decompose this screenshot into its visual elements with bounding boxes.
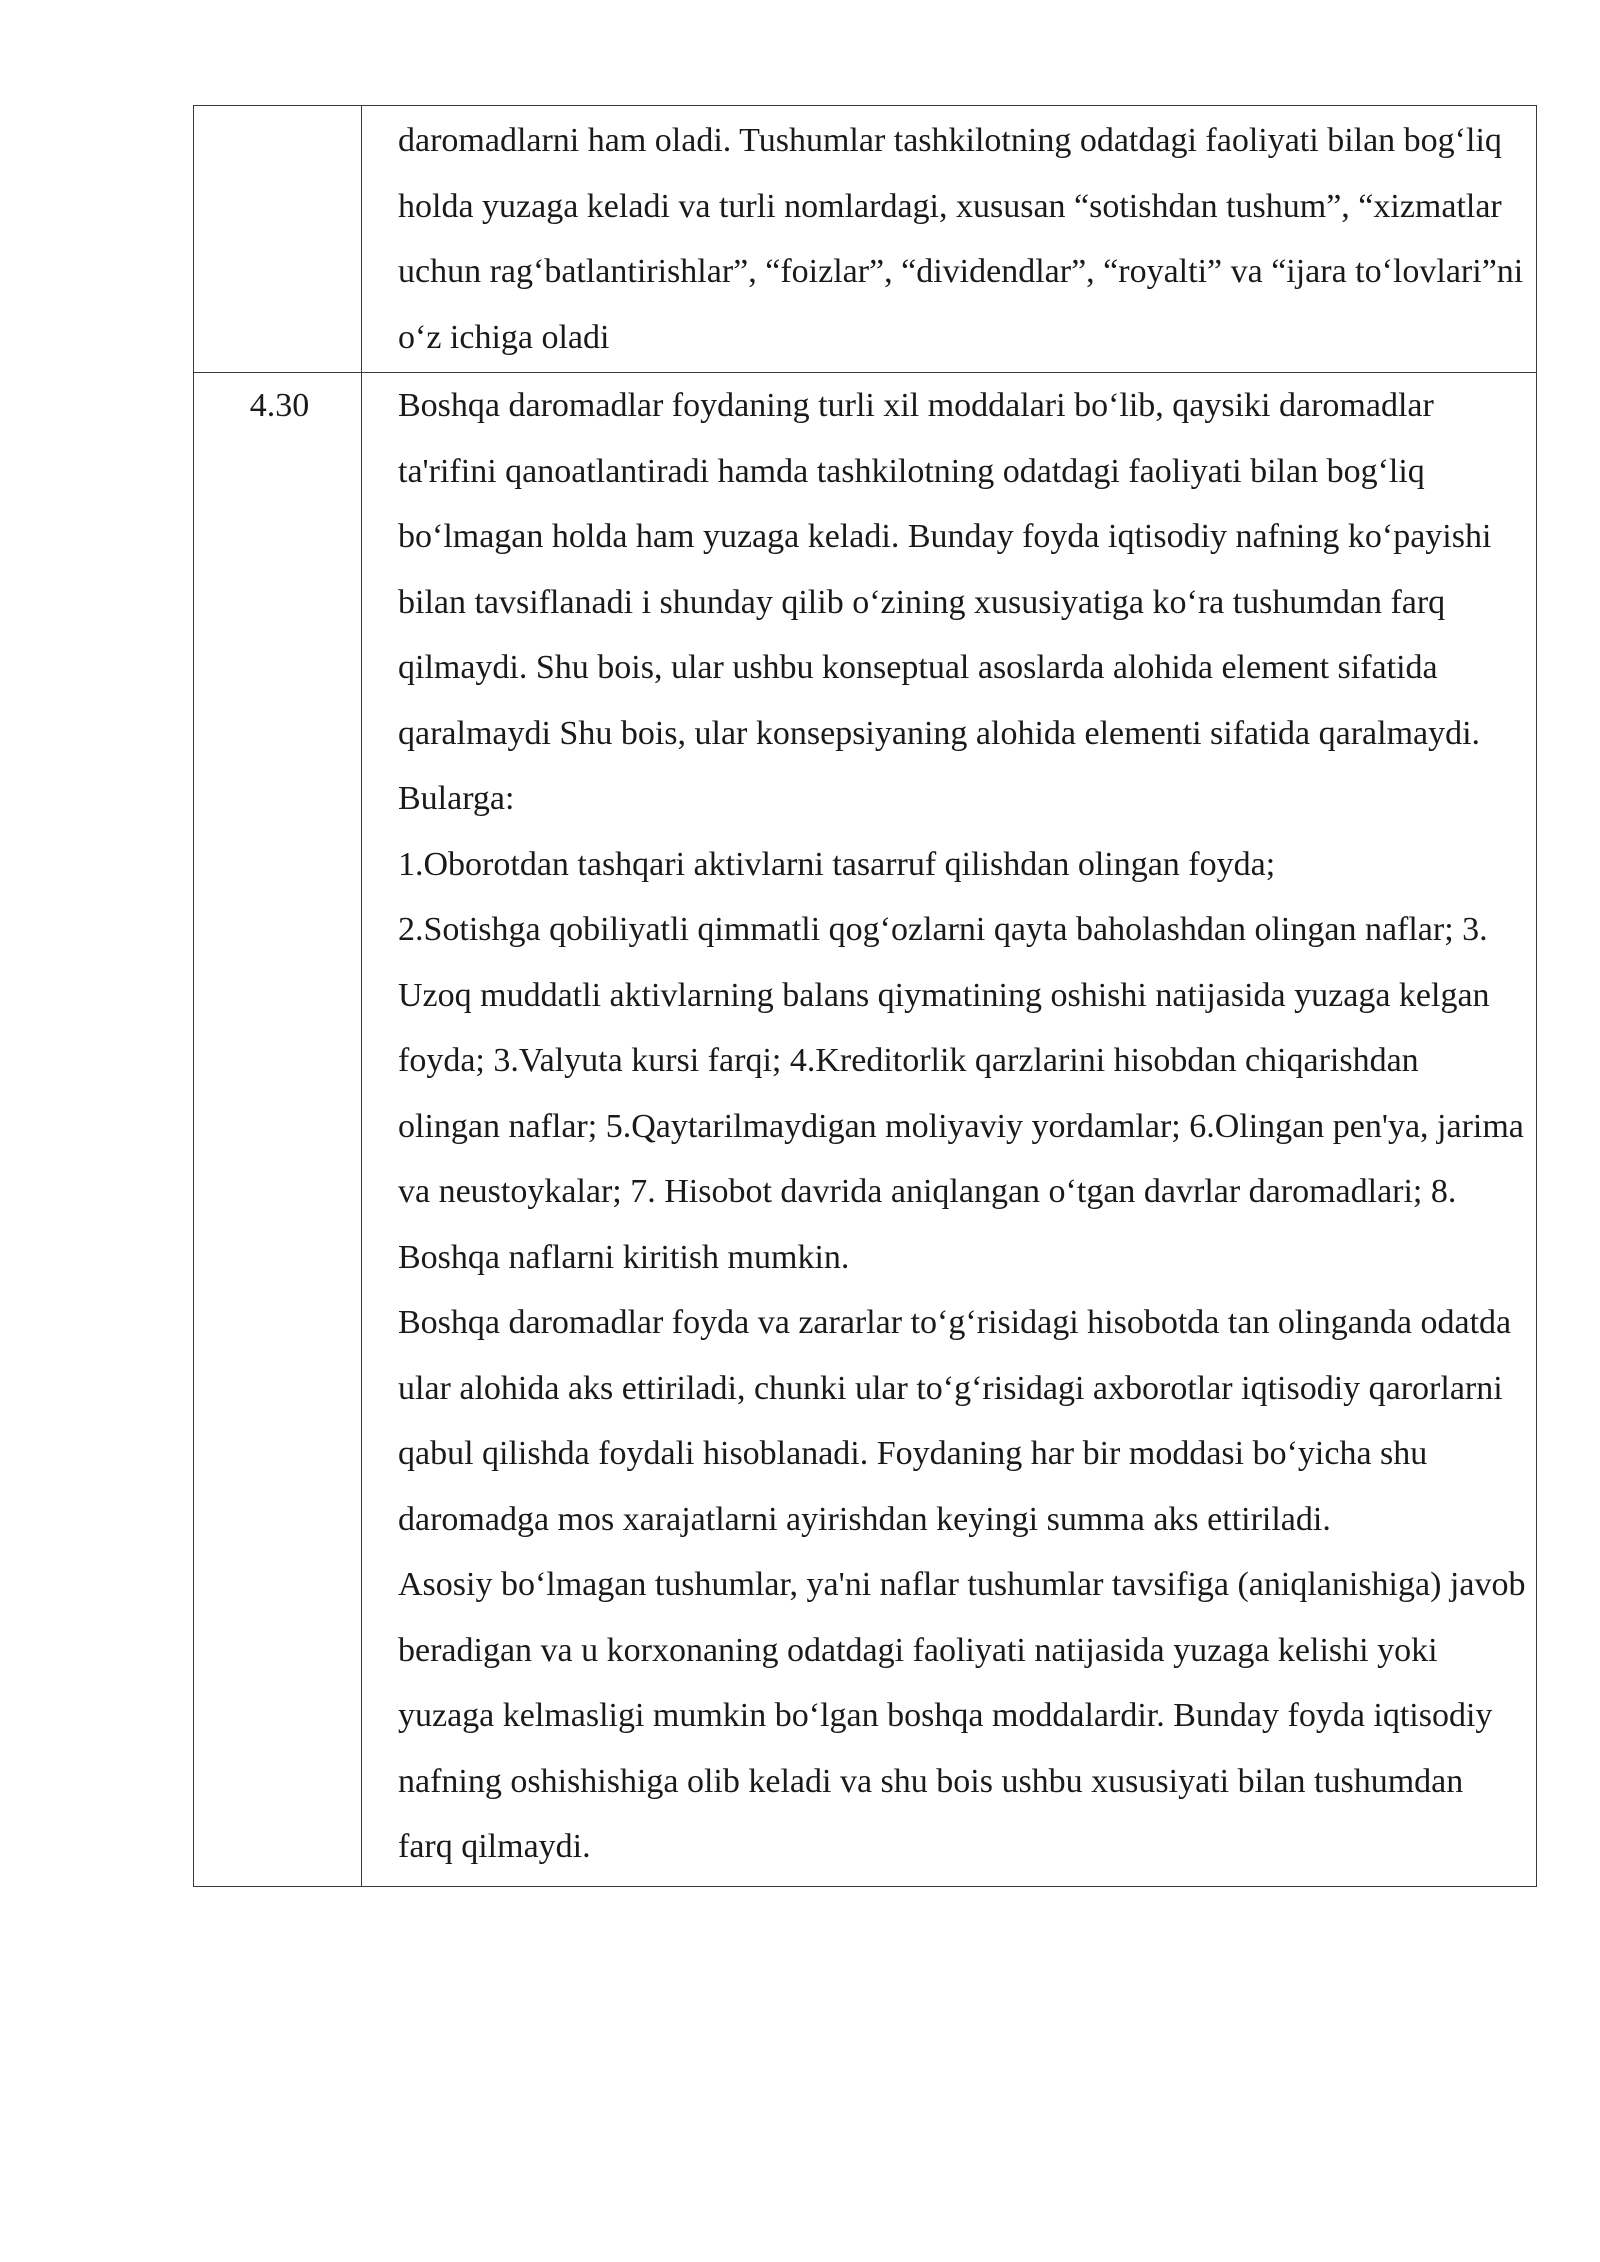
paragraph: 1.Oborotdan tashqari aktivlarni tasarruf qilishdan olingan foyda;: [398, 845, 1276, 883]
paragraph: Boshqa daromadlar foydaning turli xil moddalari bo‘lib, qaysiki daromadlar ta'rifini qanoatlantiradi hamda tashkilotning odatdagi faoliyati bilan bog‘liq bo‘lmagan holda ham yuzaga keladi. Bunday foyda iqtisodiy nafning ko‘payishi bilan tavsiflanadi i shunday qilib o‘zining xususiyatiga ko‘ra tushumdan farq qilmaydi. Shu bois, ular ushbu konseptual asoslarda alohida element sifatida qaralmaydi Shu bois, ular konsepsiyaning alohida elementi sifatida qaralmaydi. Bularga:: [398, 387, 1492, 817]
paragraph: Boshqa daromadlar foyda va zararlar to‘g‘risidagi hisobotda tan olinganda odatda ular alohida aks ettiriladi, chunki ular to‘g‘risidagi axborotlar iqtisodiy qarorlarni qabul qilishda foydali hisoblanadi. Foydaning har bir moddasi bo‘yicha shu daromadga mos xarajatlarni ayirishdan keyingi summa aks ettiriladi.: [398, 1304, 1512, 1538]
row-number-cell: [194, 373, 362, 1887]
table-row: [194, 373, 1537, 1887]
row-text-cell: [362, 106, 1537, 373]
paragraph: daromadlarni ham oladi. Tushumlar tashkilotning odatdagi faoliyati bilan bog‘liq holda yuzaga keladi va turli nomlardagi, xususan “sotishdan tushum”, “xizmatlar uchun rag‘batlantirishlar”, “foizlar”, “dividendlar”, “royalti” va “ijara to‘lovlari”ni o‘z ichiga oladi: [398, 122, 1524, 356]
row-number: 4.30: [249, 387, 310, 424]
table-row: [194, 106, 1537, 373]
row-text-cell: [362, 373, 1537, 1887]
definitions-table: [193, 105, 1537, 1887]
row-number-cell: [194, 106, 362, 373]
paragraph: 2.Sotishga qobiliyatli qimmatli qog‘ozlarni qayta baholashdan olingan naflar; 3. Uzoq muddatli aktivlarning balans qiymatining oshishi natijasida yuzaga kelgan foyda; 3.Valyuta kursi farqi; 4.Kreditorlik qarzlarini hisobdan chiqarishdan olingan naflar; 5.Qaytarilmaydigan moliyaviy yordamlar; 6.Olingan pen'ya, jarima va neustoykalar; 7. Hisobot davrida aniqlangan o‘tgan davrlar daromadlari; 8. Boshqa naflarni kiritish mumkin.: [398, 911, 1524, 1276]
paragraph: Asosiy bo‘lmagan tushumlar, ya'ni naflar tushumlar tavsifiga (aniqlanishiga) javob beradigan va u korxonaning odatdagi faoliyati natijasida yuzaga kelishi yoki yuzaga kelmasligi mumkin bo‘lgan boshqa moddalardir. Bunday foyda iqtisodiy nafning oshishishiga olib keladi va shu bois ushbu xususiyati bilan tushumdan farq qilmaydi.: [398, 1566, 1526, 1865]
